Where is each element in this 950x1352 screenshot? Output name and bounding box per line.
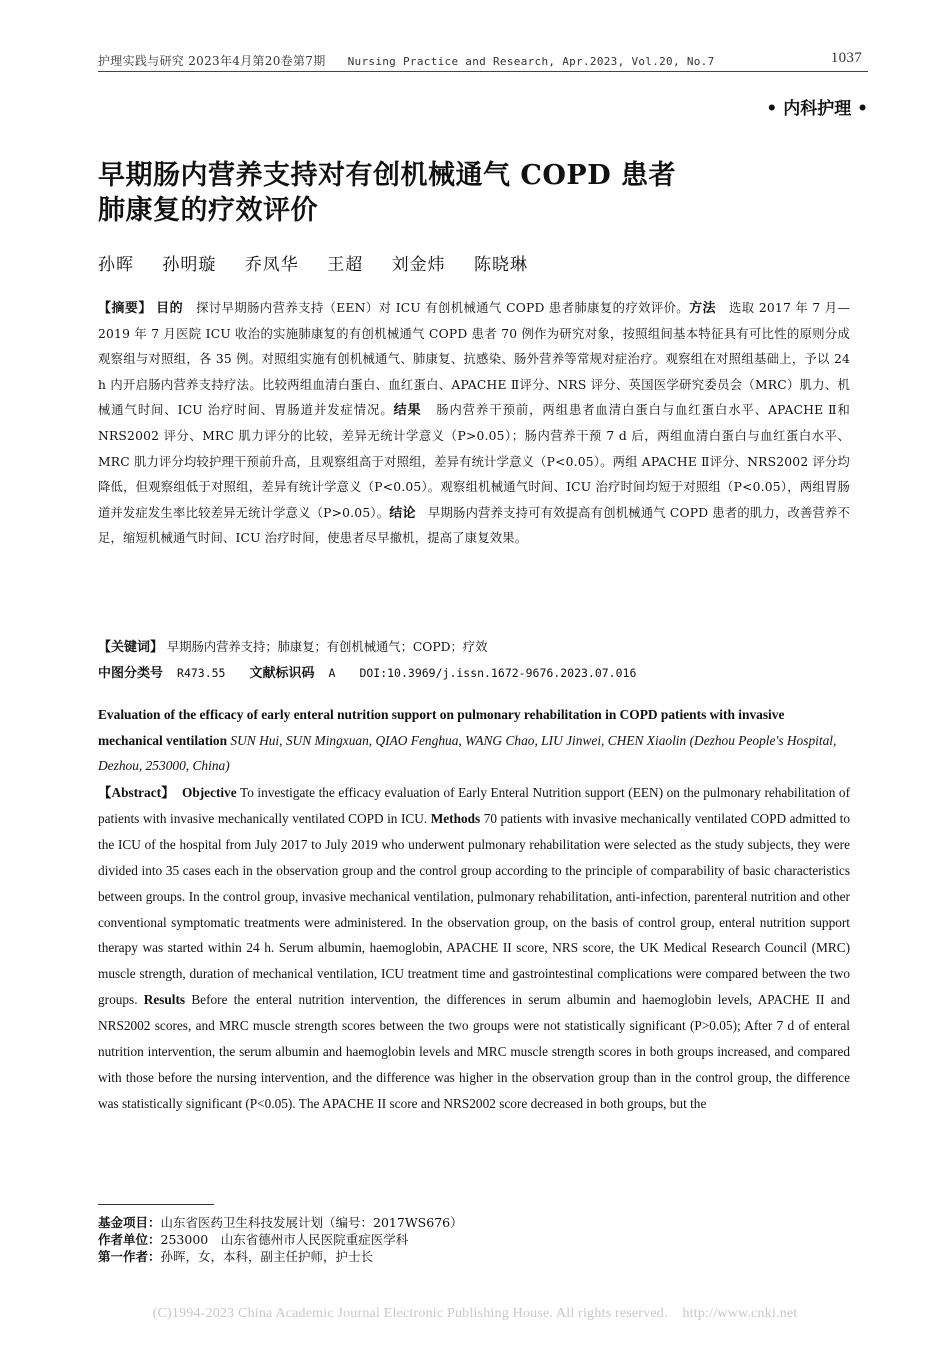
classification-line <box>98 662 660 681</box>
clc-label: 中图分类号 <box>98 666 164 681</box>
journal-citation <box>98 52 715 69</box>
author-name: 刘金炜 <box>391 255 446 275</box>
doc-code-value: A <box>328 666 336 680</box>
journal-name-zh: 护理实践与研究 2023年4月第20卷第7期 <box>98 54 326 68</box>
english-title-block <box>98 702 850 779</box>
footnote-funding <box>98 1213 463 1231</box>
page-number: 1037 <box>830 50 862 66</box>
methods-en-text: 70 patients with invasive mechanically ventilated COPD admitted to the ICU of the hospital from July 2017 to July 2019 who underwent pulmonary rehabilitation were selected as the study subjects, they were divided into 35 cases each in the observation group and the control group according to the principle of comparability of basic characteristics between groups. In the control group, invasive mechanical ventilation, pulmonary rehabilitation, anti-infection, parenteral nutrition and other conventional symptomatic treatments were administered. In the observation group, on the basis of control group, enteral nutrition support therapy was started within 24 h. Serum albumin, haemoglobin, APACHE II score, NRS score, the UK Medical Research Council (MRC) muscle strength, duration of mechanical ventilation, ICU treatment time and gastrointestinal complications were compared between the two groups. <box>98 810 850 1008</box>
keywords-label: 【关键词】 <box>98 640 164 655</box>
objective-text: 探讨早期肠内营养支持（EEN）对 ICU 有创机械通气 COPD 患者肺康复的疗效评价。 <box>196 301 690 315</box>
methods-en-label: Methods <box>430 810 481 826</box>
author-name: 孙晖 <box>98 255 134 275</box>
footnote-affiliation <box>98 1230 408 1248</box>
copyright-watermark: (C)1994-2023 China Academic Journal Electronic Publishing House. All rights reserved. http://www.cnki.net <box>152 1306 798 1321</box>
footnote-text: 孙晖，女，本科，副主任护师，护士长 <box>160 1249 374 1264</box>
doc-code-label: 文献标识码 <box>249 666 315 681</box>
objective-en-label: Objective <box>182 785 237 800</box>
results-en-text: Before the enteral nutrition intervention, the differences in serum albumin and haemoglobin levels, APACHE II and NRS2002 scores, and MRC muscle strength scores between the two groups were not statistically significant (P>0.05); After 7 d of enteral nutrition intervention, the serum albumin and haemoglobin levels and MRC muscle strength scores in both groups increased, and compared with those before the nursing intervention, and the difference was higher in the observation group than in the control group, the difference was statistically significant (P<0.05). The APACHE II score and NRS2002 score decreased in both groups, but the <box>98 992 850 1111</box>
clc-value: R473.55 <box>177 666 226 680</box>
footnote-text: 253000 山东省德州市人民医院重症医学科 <box>160 1232 409 1247</box>
author-name: 乔凤华 <box>244 255 299 275</box>
results-en-label: Results <box>143 992 186 1008</box>
objective-label: 目的 <box>156 301 184 316</box>
results-label: 结果 <box>393 403 422 419</box>
objective-en-text: To investigate the efficacy evaluation of Early Enteral Nutrition support (EEN) on the pulmonary rehabilitation of patients with invasive mechanically ventilated COPD in ICU. <box>98 785 851 826</box>
keywords-text: 早期肠内营养支持；肺康复；有创机械通气；COPD；疗效 <box>166 640 488 654</box>
article-title-line2: 肺康复的疗效评价 <box>98 195 318 226</box>
abstract-zh <box>98 296 850 552</box>
header-rule <box>98 71 868 72</box>
section-tag: • 内科护理 • <box>766 99 868 119</box>
conclusion-label: 结论 <box>389 505 416 521</box>
english-authors-affiliation: SUN Hui, SUN Mingxuan, QIAO Fenghua, WANG Chao, LIU Jinwei, CHEN Xiaolin (Dezhou People's Hospital, Dezhou, 253000, China) <box>98 732 837 774</box>
doi: DOI:10.3969/j.issn.1672-9676.2023.07.016 <box>359 666 637 680</box>
footnote-label: 第一作者： <box>98 1249 161 1264</box>
author-name: 王超 <box>327 255 364 275</box>
article-title-line1: 早期肠内营养支持对有创机械通气 COPD 患者 <box>98 160 677 191</box>
footnote-label: 基金项目： <box>98 1215 161 1230</box>
journal-name-en: Nursing Practice and Research, Apr.2023, Vol.20, No.7 <box>347 55 715 68</box>
running-header <box>98 50 868 70</box>
abstract-label: 【摘要】 <box>98 301 152 316</box>
footnote-rule <box>98 1204 214 1205</box>
methods-text: 选取 2017 年 7 月—2019 年 7 月医院 ICU 收治的实施肺康复的有创机械通气 COPD 患者 70 例作为研究对象，按照组间基本特征具有可比性的原则分成观察组与对照组，各 35 例。对照组实施有创机械通气、肺康复、抗感染、肠外营养等常规对症治疗。观察组在对照组基础上，予以 24 h 内开启肠内营养支持疗法。比较两组血清白蛋白、血红蛋白、APACHE Ⅱ评分、NRS 评分、英国医学研究委员会（MRC）肌力、机械通气时间、ICU 治疗时间、胃肠道并发症情况。 <box>98 301 851 418</box>
methods-label: 方法 <box>689 301 716 316</box>
results-text: 肠内营养干预前，两组患者血清白蛋白与血红蛋白水平、APACHE Ⅱ和 NRS2002 评分、MRC 肌力评分的比较，差异无统计学意义（P>0.05）；肠内营养干预 7 d 后，两组血清白蛋白与血红蛋白水平、MRC 肌力评分均较护理干预前升高，且观察组高于对照组，差异有统计学意义（P<0.05）。两组 APACHE Ⅱ评分、NRS2002 评分均降低，但观察组低于对照组，差异有统计学意义（P<0.05）。观察组机械通气时间、ICU 治疗时间均短于对照组（P<0.05），两组胃肠道并发症发生率比较差异无统计学意义（P>0.05）。 <box>98 403 851 520</box>
abstract-en <box>98 780 850 1117</box>
author-name: 陈晓琳 <box>474 255 529 275</box>
footnote-label: 作者单位： <box>98 1232 161 1247</box>
keywords <box>98 636 487 655</box>
article-title <box>98 158 798 228</box>
author-name: 孙明璇 <box>162 255 217 275</box>
author-list <box>98 250 550 275</box>
english-title: Evaluation of the efficacy of early enteral nutrition support on pulmonary rehabilitation in COPD patients with invasive mechanical ventilation <box>98 707 785 748</box>
abstract-en-label: 【Abstract】 <box>98 785 175 800</box>
conclusion-text: 早期肠内营养支持可有效提高有创机械通气 COPD 患者的肌力，改善营养不足，缩短机械通气时间、ICU 治疗时间，使患者尽早撤机，提高了康复效果。 <box>98 505 851 546</box>
footnote-first-author <box>98 1247 373 1265</box>
footnote-text: 山东省医药卫生科技发展计划（编号：2017WS676） <box>160 1215 463 1230</box>
